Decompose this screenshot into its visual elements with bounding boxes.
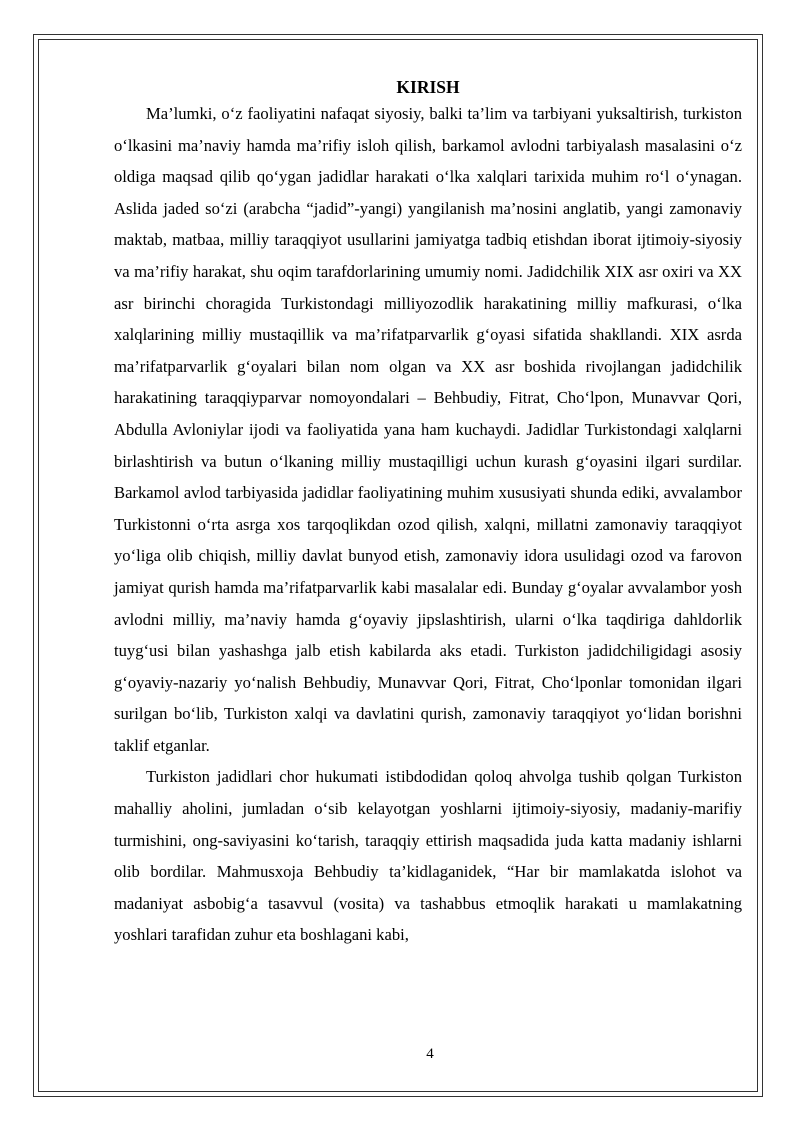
page-number: 4	[426, 1046, 434, 1062]
paragraph-2: Turkiston jadidlari chor hukumati istibdodidan qoloq ahvolga tushib qolgan Turkiston mahalliy aholini, jumladan o‘sib kelayotgan yoshlarni ijtimoiy-siyosiy, madaniy-marifiy turmishini, ong-saviyasini ko‘tarish, taraqqiy ettirish maqsadida juda katta madaniy ishlarni olib bordilar. Mahmusxoja Behbudiy ta’kidlaganidek, “Har bir mamlakatda islohot va madaniyat asbobig‘a tasavvul (vosita) va tashabbus etmoqlik harakati u mamlakatning yoshlari tarafidan zuhur eta boshlagani kabi,	[114, 767, 742, 945]
paragraph-1: Ma’lumki, o‘z faoliyatini nafaqat siyosiy, balki ta’lim va tarbiyani yuksaltirish, turkiston o‘lkasini ma’naviy hamda ma’rifiy isloh qilish, barkamol avlodni tarbiyalash masalasini o‘z oldiga maqsad qilib qo‘ygan jadidlar harakati o‘lka xalqlari tarixida muhim ro‘l o‘ynagan. Aslida jaded so‘zi (arabcha “jadid”-yangi) yangilanish ma’nosini anglatib, yangi zamonaviy maktab, matbaa, milliy taraqqiyot usullarini jamiyatga tadbiq etishdan iborat ijtimoiy-siyosiy va ma’rifiy harakat, shu oqim tarafdorlarining umumiy nomi. Jadidchilik XIX asr oxiri va XX asr birinchi choragida Turkistondagi milliyozodlik harakatining milliy mafkurasi, o‘lka xalqlarining milliy mustaqillik va ma’rifatparvarlik g‘oyasi sifatida shakllandi. XIX asrda ma’rifatparvarlik g‘oyalari bilan nom olgan va XX asr boshida rivojlangan jadidchilik harakatining taraqqiyparvar nomoyondalari – Behbudiy, Fitrat, Cho‘lpon, Munavvar Qori, Abdulla Avloniylar ijodi va faoliyatida yana ham kuchaydi. Jadidlar Turkistondagi xalqlarni birlashtirish va butun o‘lkaning milliy mustaqilligi uchun kurash g‘oyasini ilgari surdilar. Barkamol avlod tarbiyasida jadidlar faoliyatining muhim xususiyati shunda ediki, avvalambor Turkistonni o‘rta asrga xos tarqoqlikdan ozod qilish, xalqni, millatni zamonaviy taraqqiyot yo‘liga olib chiqish, milliy davlat bunyod etish, zamonaviy idora usulidagi ozod va farovon jamiyat qurish hamda ma’rifatparvarlik kabi masalalar edi. Bunday g‘oyalar avvalambor yosh avlodni milliy, ma’naviy hamda g‘oyaviy jipslashtirish, ularni o‘lka taqdiriga dahldorlik tuyg‘usi bilan yashashga jalb etish kabilarda aks etadi. Turkiston jadidchiligidagi asosiy g‘oyaviy-nazariy yo‘nalish Behbudiy, Munavvar Qori, Fitrat, Cho‘lponlar tomonidan ilgari surilgan bo‘lib, Turkiston xalqi va davlatini qurish, zamonaviy taraqqiyot yo‘lidan borishni taklif etganlar.	[114, 104, 742, 755]
document-body	[114, 76, 742, 951]
section-title: KIRISH	[396, 77, 460, 97]
